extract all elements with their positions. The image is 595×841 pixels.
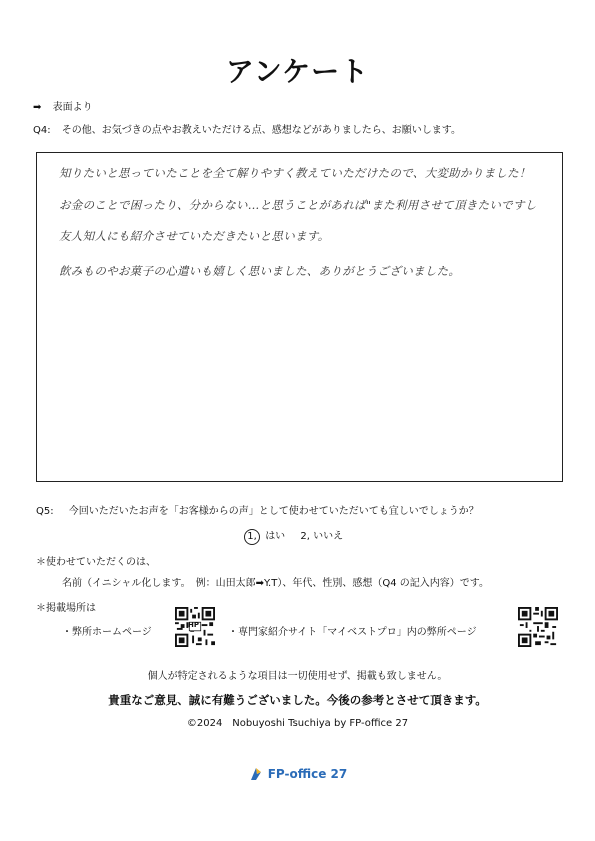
usage-detail: 名前（イニシャル化します。 例：山田太郎➡Y.T）、年代、性別、感想（Q4 の記入内容）です。 (62, 578, 489, 589)
thanks-message: 貴重なご意見、誠に有難うございました。今後の参考とさせて頂きます。 (108, 693, 487, 707)
fp-office-logo (0, 766, 595, 782)
places-heading: ＊掲載場所は (36, 603, 96, 614)
arrow-icon: ➡ (33, 102, 42, 113)
q5-options (244, 529, 343, 545)
logo-mark-icon (248, 766, 264, 782)
usage-heading: ＊使わせていただくのは、 (36, 557, 156, 568)
copyright: ©2024 Nobuyoshi Tsuchiya by FP-office 27 (186, 718, 409, 729)
place-homepage: ・弊所ホームページ (62, 627, 152, 638)
privacy-note: 個人が特定されるような項目は一切使用せず、掲載も致しません。 (147, 671, 448, 682)
option-no-label[interactable]: 2, いいえ (300, 531, 344, 542)
answer-line: お金のことで困ったり、分からない…と思うことがあれば"また利用させて頂きたいですし (59, 198, 537, 212)
q4-text: その他、お気づきの点やお教えいただける点、感想などがありましたら、お願いします。 (61, 125, 461, 136)
option-yes-selected-circle[interactable]: 1, (244, 529, 260, 545)
q5-question (36, 505, 479, 519)
front-note-text: 表面より (52, 102, 93, 113)
answer-box (36, 152, 563, 482)
answer-line: 友人知人にも紹介させていただきたいと思います。 (59, 229, 330, 243)
answer-line: 知りたいと思っていたことを全て解りやすく教えていただけたので、大変助かりました！ (59, 166, 531, 180)
qr-code-mybestpro[interactable] (518, 607, 558, 647)
q4-question (33, 124, 461, 138)
qr-hp-badge: HP (188, 621, 199, 629)
place-mybestpro: ・専門家紹介サイト「マイベストプロ」内の弊所ページ (228, 627, 477, 638)
q5-text: 今回いただいたお声を「お客様からの声」として使わせていただいても宜しいでしょうか？ (68, 506, 479, 517)
page-title: アンケート (225, 55, 370, 88)
option-yes-label: はい (265, 531, 286, 542)
logo-text: FP-office 27 (267, 767, 348, 781)
q5-label: Q5: (36, 506, 54, 517)
front-note (33, 101, 93, 115)
q4-label: Q4: (33, 125, 51, 136)
answer-line: 飲みものやお菓子の心遣いも嬉しく思いました、ありがとうございました。 (59, 264, 461, 278)
